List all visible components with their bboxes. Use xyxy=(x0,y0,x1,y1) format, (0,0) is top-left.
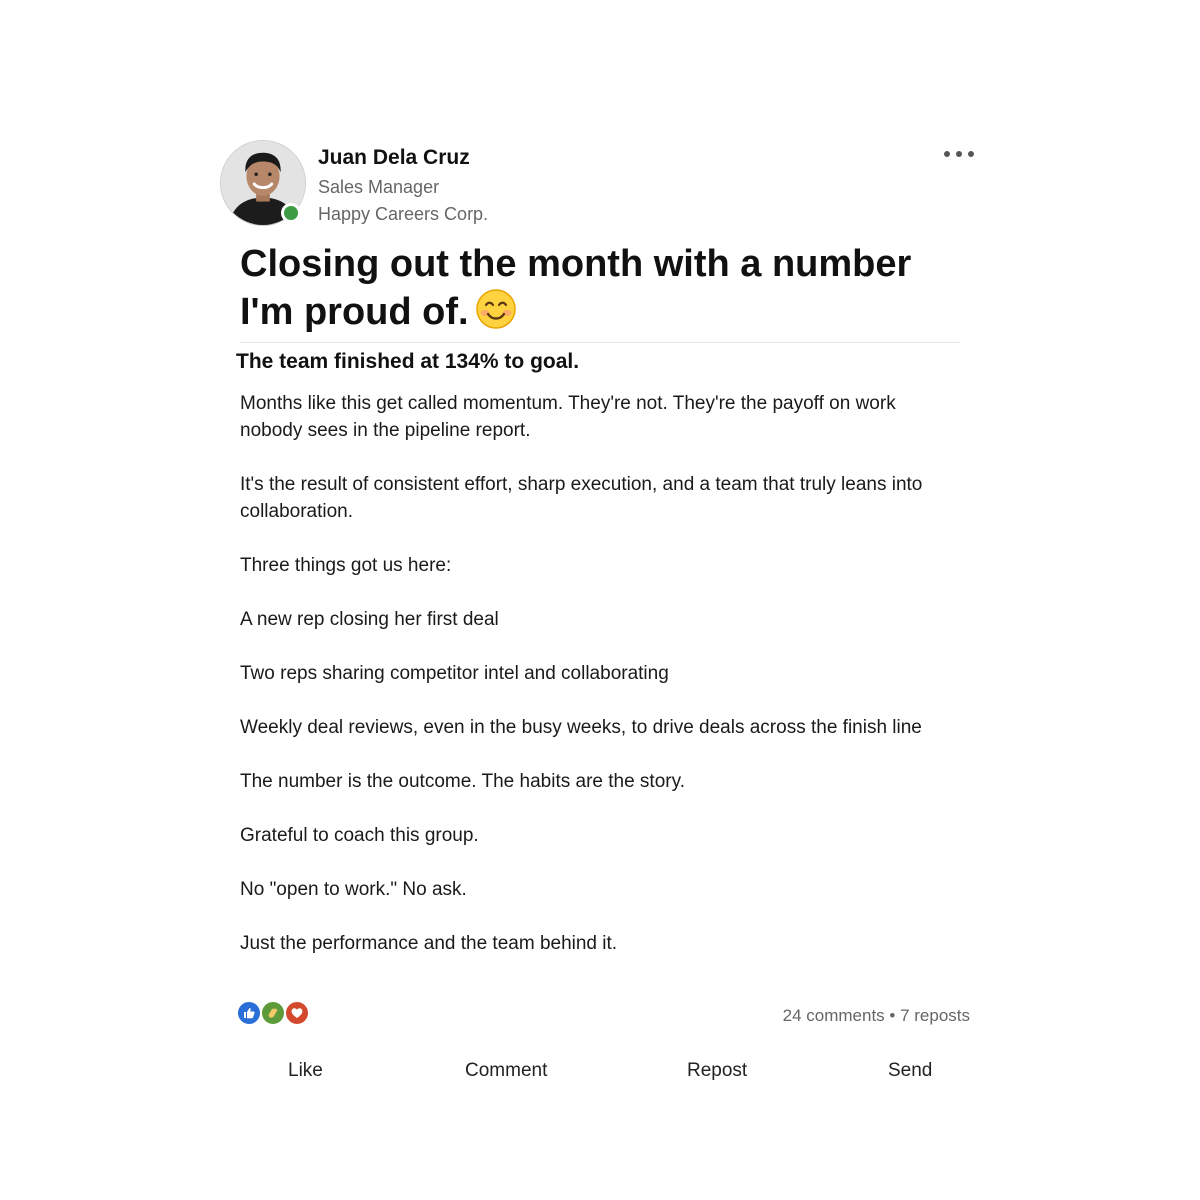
body-paragraph: No "open to work." No ask. xyxy=(240,879,467,900)
body-paragraph: It's the result of consistent effort, sharp execution, and a team that truly leans into collaboration. xyxy=(240,474,923,522)
body-paragraph: Just the performance and the team behind it. xyxy=(240,933,618,954)
more-dots-icon xyxy=(944,151,950,157)
post-body xyxy=(240,390,940,984)
online-status-indicator xyxy=(281,203,301,223)
post-headline xyxy=(240,240,960,336)
body-paragraph: Two reps sharing competitor intel and collaborating xyxy=(240,663,669,684)
post-action-bar xyxy=(220,1060,980,1094)
more-dots-icon xyxy=(956,151,962,157)
more-dots-icon xyxy=(968,151,974,157)
more-options-button[interactable] xyxy=(944,146,974,162)
body-paragraph: Months like this get called momentum. They're not. They're the payoff on work nobody sees in the pipeline report. xyxy=(240,393,896,441)
author-name[interactable]: Juan Dela Cruz xyxy=(318,146,470,169)
smiling-face-icon xyxy=(475,288,517,330)
headline-text: Closing out the month with a number I'm proud of. xyxy=(240,243,912,333)
body-paragraph: Three things got us here: xyxy=(240,555,452,576)
headline-divider xyxy=(240,342,960,343)
comments-reposts-count[interactable]: 24 comments • 7 reposts xyxy=(782,1006,970,1025)
body-paragraph: Grateful to coach this group. xyxy=(240,825,479,846)
repost-button[interactable]: Repost xyxy=(687,1060,748,1081)
love-reaction-icon xyxy=(284,1000,310,1026)
celebrate-reaction-icon xyxy=(260,1000,286,1026)
send-button[interactable]: Send xyxy=(888,1060,933,1081)
like-button[interactable]: Like xyxy=(288,1060,323,1081)
feed-post xyxy=(220,140,980,1120)
author-title: Sales Manager xyxy=(318,177,440,197)
post-header xyxy=(220,140,980,230)
comment-button[interactable]: Comment xyxy=(465,1060,548,1081)
body-paragraph: A new rep closing her first deal xyxy=(240,609,499,630)
post-subhead: The team finished at 134% to goal. xyxy=(236,350,580,373)
body-paragraph: Weekly deal reviews, even in the busy weeks, to drive deals across the finish line xyxy=(240,717,922,738)
like-reaction-icon xyxy=(236,1000,262,1026)
author-company: Happy Careers Corp. xyxy=(318,204,489,224)
body-paragraph: The number is the outcome. The habits are the story. xyxy=(240,771,685,792)
reaction-summary[interactable] xyxy=(236,1000,316,1028)
